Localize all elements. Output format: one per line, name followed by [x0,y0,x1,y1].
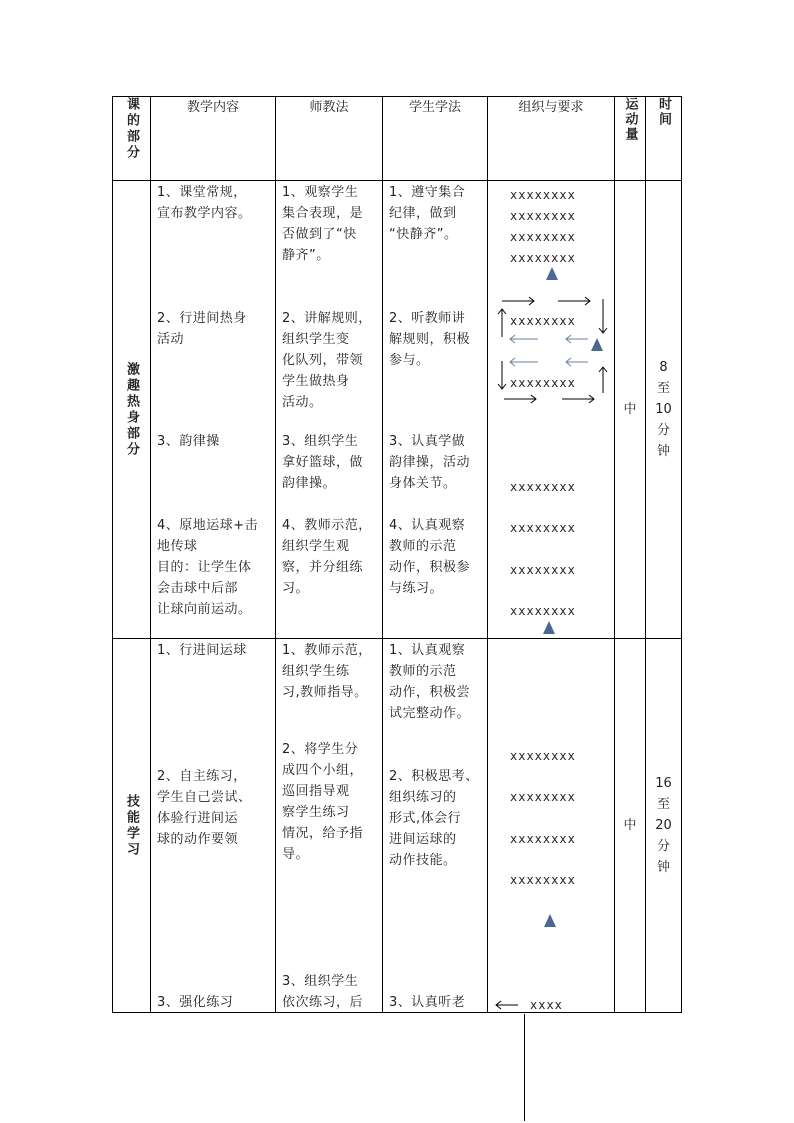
teacher-cell: 1、观察学生 集合表现，是 否做到了“快 静齐”。 2、讲解规则， 组织学生变 化队列，带领 学生做热身 活动。 3、组织学生 拿好篮球，做 韵律操。 4、教师示范， 组织学生观 察，并分组练 习。 [276,181,383,639]
header-part: 课的部分 [113,97,151,181]
formation-row: xxxxxxxx [510,188,576,202]
lesson-plan-table [112,96,682,1013]
section-skill [113,639,682,1013]
connector-line [524,1014,525,1121]
org-cell [488,639,615,1013]
header-time: 时间 [646,97,682,181]
student-cell: 1、认真观察 教师的示范 动作，积极尝 试完整动作。 2、积极思考、 组织练习的 形式,体会行 进间运球的 动作技能。 3、认真听老 [383,639,488,1013]
formation-row: xxxxxxxx [510,832,576,846]
header-teacher: 师教法 [276,97,383,181]
teacher-cell: 1、教师示范， 组织学生练 习,教师指导。 2、将学生分 成四个小组， 巡回指导观 察学生练习 情况，给予指 导。 3、组织学生 依次练习，后 [276,639,383,1013]
load-cell: 中 [615,639,646,1013]
formation-row: xxxx [530,998,563,1012]
formation-row: xxxxxxxx [510,376,576,390]
header-row [113,97,682,181]
header-load: 运动量 [615,97,646,181]
header-student: 学生学法 [383,97,488,181]
formation-row: xxxxxxxx [510,314,576,328]
formation-row: xxxxxxxx [510,563,576,577]
formation-row: xxxxxxxx [510,480,576,494]
time-cell: 8 至 10 分 钟 [646,181,682,639]
section-warmup [113,181,682,639]
formation-row: xxxxxxxx [510,604,576,618]
section-part: 激趣热身部分 [113,181,151,639]
left-arrow-icon [488,639,615,1013]
header-org: 组织与要求 [488,97,615,181]
load-cell: 中 [615,181,646,639]
formation-row: xxxxxxxx [510,209,576,223]
org-cell [488,181,615,639]
content-cell: 1、行进间运球 2、自主练习， 学生自己尝试、 体验行进间运 球的动作要领 3、强化练习 [151,639,276,1013]
formation-row: xxxxxxxx [510,790,576,804]
formation-row: xxxxxxxx [510,749,576,763]
teacher-marker-icon [543,621,555,634]
formation-row: xxxxxxxx [510,873,576,887]
formation-row: xxxxxxxx [510,251,576,265]
header-content: 教学内容 [151,97,276,181]
formation-row: xxxxxxxx [510,230,576,244]
section-part: 技能学习 [113,639,151,1013]
content-cell: 1、课堂常规， 宣布教学内容。 2、行进间热身 活动 3、韵律操 4、原地运球+击 地传球 目的：让学生体 会击球中后部 让球向前运动。 [151,181,276,639]
student-cell: 1、遵守集合 纪律，做到 “快静齐”。 2、听教师讲 解规则，积极 参与。 3、认真学做 韵律操，活动 身体关节。 4、认真观察 教师的示范 动作，积极参 与练习。 [383,181,488,639]
formation-row: xxxxxxxx [510,521,576,535]
time-cell: 16 至 20 分 钟 [646,639,682,1013]
